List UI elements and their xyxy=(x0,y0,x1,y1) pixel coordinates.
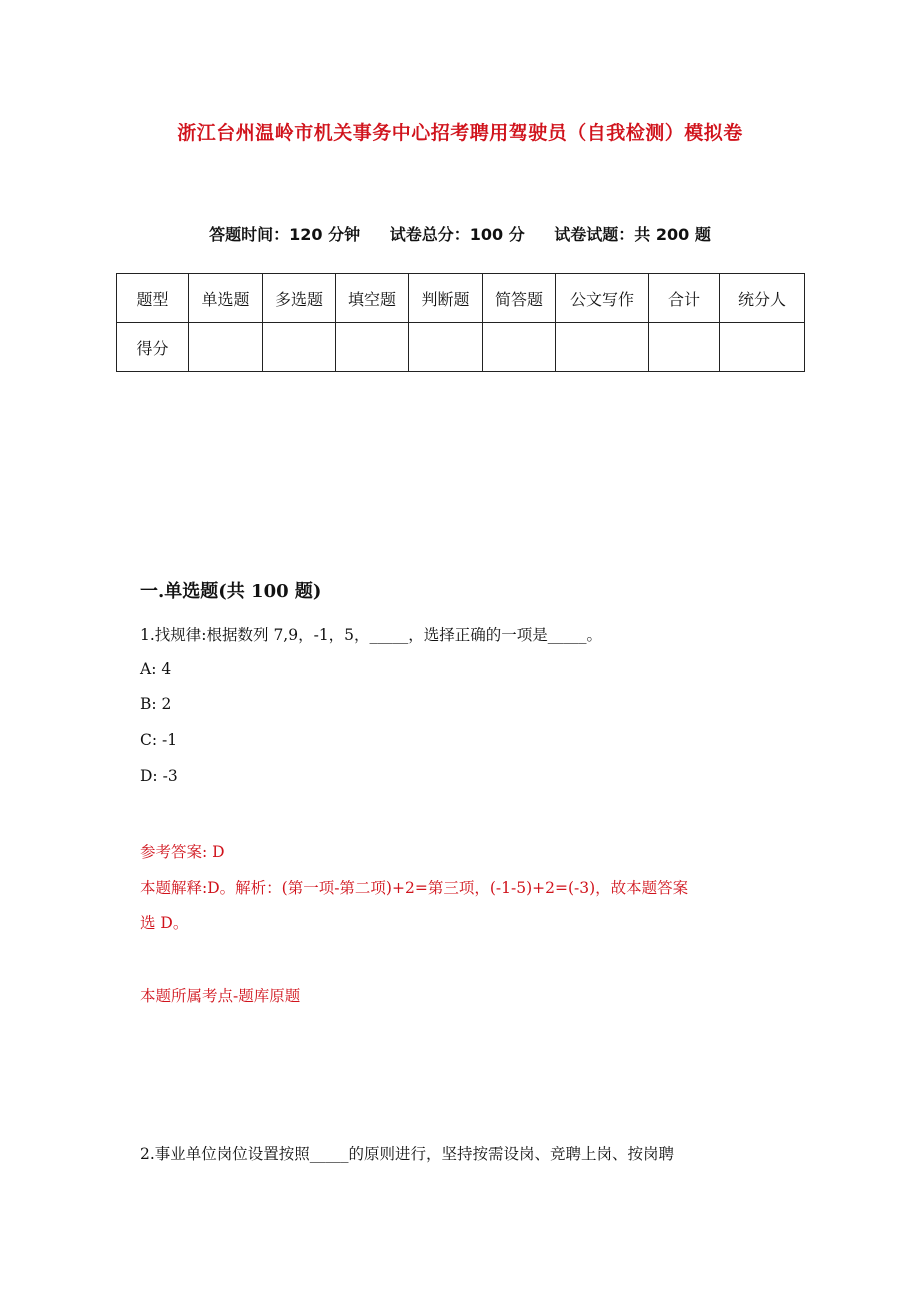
score-table-header-row xyxy=(117,274,805,323)
question-1-answer: 参考答案: D xyxy=(140,843,225,861)
row-label-score: 得分 xyxy=(117,323,189,372)
score-cell xyxy=(336,323,409,372)
question-1-explanation-line-2: 选 D。 xyxy=(140,914,189,932)
question-1-source: 本题所属考点-题库原题 xyxy=(140,987,301,1005)
header-cell-judge: 判断题 xyxy=(409,274,483,323)
score-cell xyxy=(409,323,483,372)
exam-question-count: 试卷试题：共 200 题 xyxy=(554,225,711,244)
question-1-option-b: B: 2 xyxy=(140,695,172,713)
question-2-stem: 2.事业单位岗位设置按照_____的原则进行，坚持按需设岗、竞聘上岗、按岗聘 xyxy=(140,1145,675,1163)
question-1-option-c: C: -1 xyxy=(140,731,178,749)
page-title: 浙江台州温岭市机关事务中心招考聘用驾驶员（自我检测）模拟卷 xyxy=(177,122,743,144)
score-cell xyxy=(649,323,720,372)
score-cell xyxy=(263,323,336,372)
header-cell-fill: 填空题 xyxy=(336,274,409,323)
header-cell-total: 合计 xyxy=(649,274,720,323)
score-table xyxy=(116,273,805,372)
score-cell xyxy=(483,323,556,372)
exam-total-score: 试卷总分：100 分 xyxy=(389,225,525,244)
header-cell-scorer: 统分人 xyxy=(720,274,805,323)
header-cell-multi: 多选题 xyxy=(263,274,336,323)
exam-meta xyxy=(0,222,920,245)
header-cell-short: 简答题 xyxy=(483,274,556,323)
header-cell-single: 单选题 xyxy=(189,274,263,323)
section-heading: 一.单选题(共 100 题) xyxy=(140,581,322,602)
question-1-stem: 1.找规律:根据数列 7,9，-1，5，_____，选择正确的一项是_____。 xyxy=(140,626,603,644)
question-1-option-a: A: 4 xyxy=(140,660,172,678)
question-1-explanation-line-1: 本题解释:D。解析：(第一项-第二项)+2=第三项，(-1-5)+2=(-3)，故本题答案 xyxy=(140,879,689,897)
exam-time: 答题时间：120 分钟 xyxy=(209,225,361,244)
score-cell xyxy=(189,323,263,372)
score-cell xyxy=(556,323,649,372)
header-cell-writing: 公文写作 xyxy=(556,274,649,323)
header-cell-type: 题型 xyxy=(117,274,189,323)
question-1-option-d: D: -3 xyxy=(140,767,178,785)
score-cell xyxy=(720,323,805,372)
score-table-score-row xyxy=(117,323,805,372)
